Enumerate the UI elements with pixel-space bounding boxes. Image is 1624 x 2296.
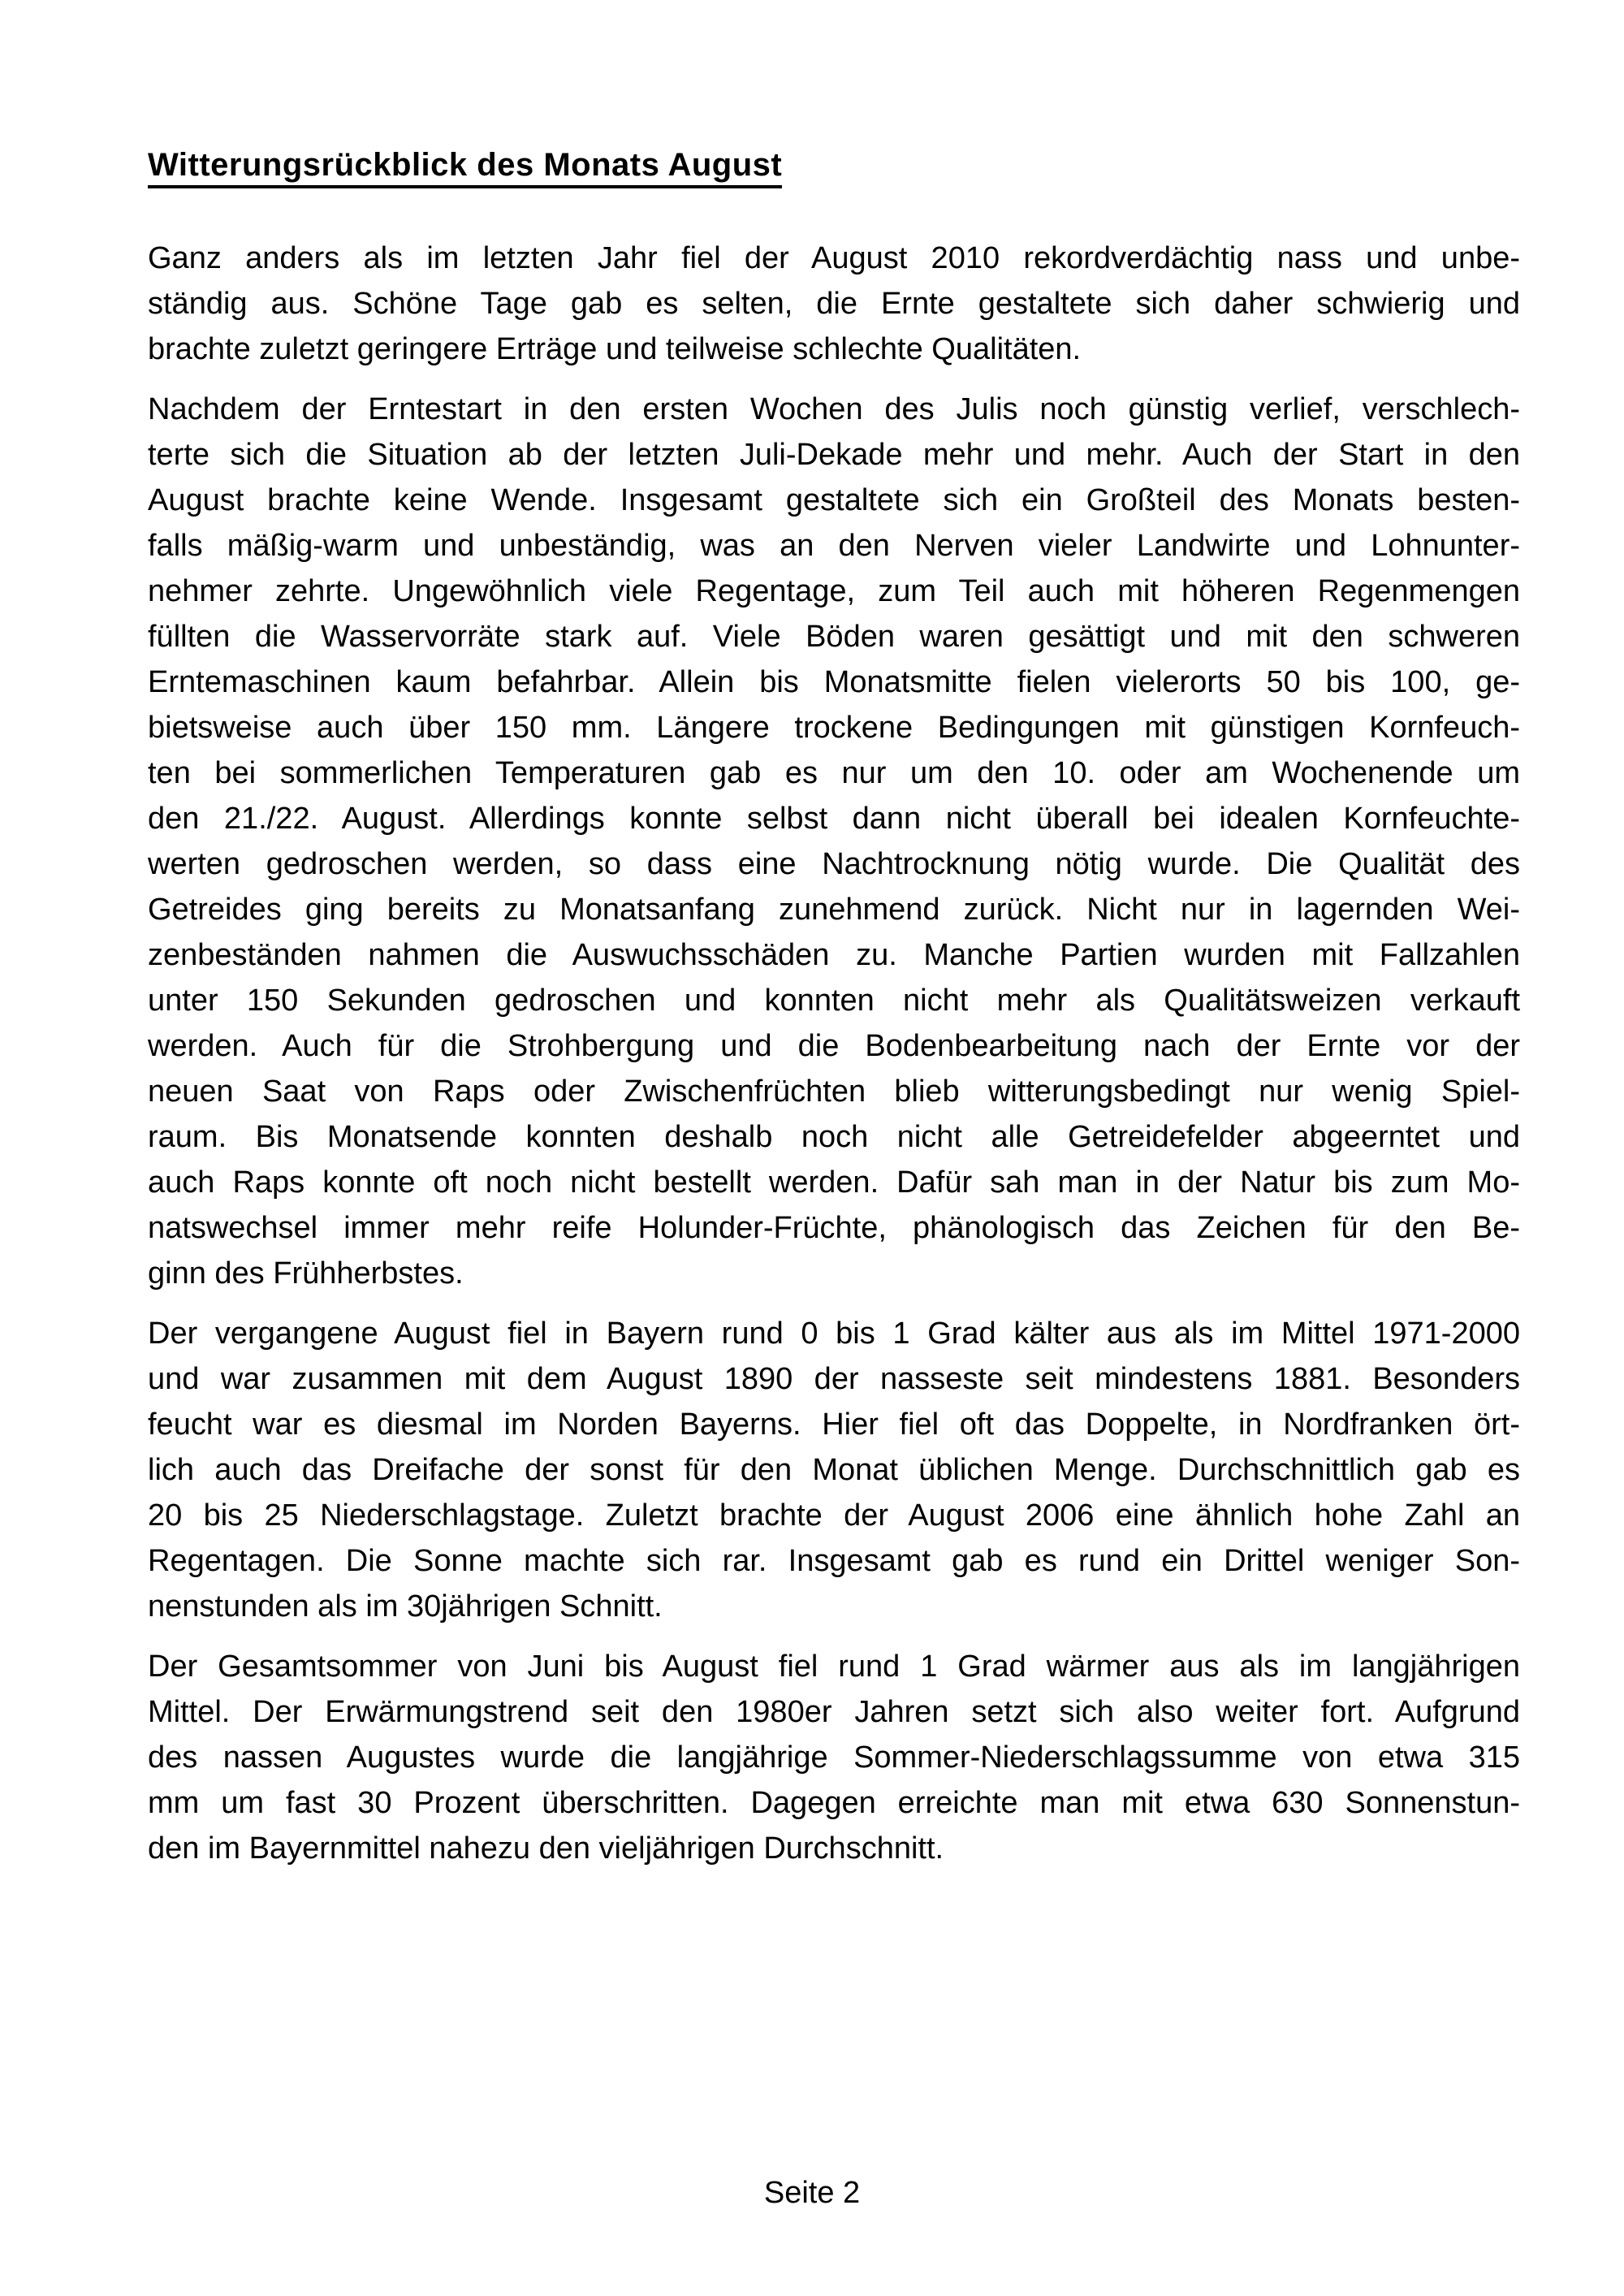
text-line: werten gedroschen werden, so dass eine Nachtrocknung nötig wurde. Die Qualität des [148,847,1520,881]
document-body [148,236,1520,1871]
text-line: 20 bis 25 Niederschlagstage. Zuletzt brachte der August 2006 eine ähnlich hohe Zahl an [148,1498,1520,1533]
page-footer: Seite 2 [763,2176,861,2210]
text-line: nenstunden als im 30jährigen Schnitt. [148,1589,663,1624]
text-line: ständig aus. Schöne Tage gab es selten, die Ernte gestaltete sich daher schwierig und [148,287,1520,321]
text-line: Regentagen. Die Sonne machte sich rar. Insgesamt gab es rund ein Drittel weniger Son- [148,1544,1520,1578]
text-line: natswechsel immer mehr reife Holunder-Früchte, phänologisch das Zeichen für den Be- [148,1211,1520,1245]
text-line: mm um fast 30 Prozent überschritten. Dagegen erreichte man mit etwa 630 Sonnenstun- [148,1786,1520,1820]
text-line: neuen Saat von Raps oder Zwischenfrüchten blieb witterungsbedingt nur wenig Spiel- [148,1074,1520,1109]
text-line: den 21./22. August. Allerdings konnte selbst dann nicht überall bei idealen Kornfeuchte- [148,802,1520,836]
text-line: Erntemaschinen kaum befahrbar. Allein bis Monatsmitte fielen vielerorts 50 bis 100, ge- [148,665,1520,699]
text-line: werden. Auch für die Strohbergung und die Bodenbearbeitung nach der Ernte vor der [148,1029,1520,1063]
text-line: ten bei sommerlichen Temperaturen gab es nur um den 10. oder am Wochenende um [148,756,1520,790]
paragraph [148,1311,1520,1629]
text-line: terte sich die Situation ab der letzten Juli-Dekade mehr und mehr. Auch der Start in den [148,438,1520,472]
text-line: feucht war es diesmal im Norden Bayerns. Hier fiel oft das Doppelte, in Nordfranken ört- [148,1407,1520,1442]
text-line: Mittel. Der Erwärmungstrend seit den 1980er Jahren setzt sich also weiter fort. Aufgrund [148,1695,1520,1729]
text-line: bietsweise auch über 150 mm. Längere trockene Bedingungen mit günstigen Kornfeuch- [148,711,1520,745]
text-line: und war zusammen mit dem August 1890 der nasseste seit mindestens 1881. Besonders [148,1362,1520,1396]
text-line: füllten die Wasservorräte stark auf. Viele Böden waren gesättigt und mit den schweren [148,620,1520,654]
text-line: des nassen Augustes wurde die langjährige Sommer-Niederschlagssumme von etwa 315 [148,1740,1520,1775]
paragraph [148,387,1520,1296]
text-line: August brachte keine Wende. Insgesamt gestaltete sich ein Großteil des Monats besten- [148,483,1520,517]
text-line: raum. Bis Monatsende konnten deshalb noch nicht alle Getreidefelder abgeerntet und [148,1120,1520,1154]
page-title-text: Witterungsrückblick des Monats August [148,147,782,188]
paragraph [148,1644,1520,1871]
text-line: auch Raps konnte oft noch nicht bestellt werden. Dafür sah man in der Natur bis zum Mo- [148,1165,1520,1200]
page-title [148,146,1520,184]
text-line: nehmer zehrte. Ungewöhnlich viele Regentage, zum Teil auch mit höheren Regenmengen [148,574,1520,608]
text-line: Getreides ging bereits zu Monatsanfang zunehmend zurück. Nicht nur in lagernden Wei- [148,893,1520,927]
text-line: ginn des Frühherbstes. [148,1256,464,1291]
text-line: Nachdem der Erntestart in den ersten Wochen des Julis noch günstig verlief, verschlech- [148,392,1520,426]
text-line: Der vergangene August fiel in Bayern rund 0 bis 1 Grad kälter aus als im Mittel 1971-2000 [148,1317,1520,1351]
text-line: Der Gesamtsommer von Juni bis August fiel rund 1 Grad wärmer aus als im langjährigen [148,1650,1520,1684]
text-line: brachte zuletzt geringere Erträge und teilweise schlechte Qualitäten. [148,332,1082,366]
text-line: zenbeständen nahmen die Auswuchsschäden zu. Manche Partien wurden mit Fallzahlen [148,938,1520,972]
text-line: unter 150 Sekunden gedroschen und konnten nicht mehr als Qualitätsweizen verkauft [148,984,1520,1018]
text-line: lich auch das Dreifache der sonst für den Monat üblichen Menge. Durchschnittlich gab es [148,1453,1520,1487]
text-line: falls mäßig-warm und unbeständig, was an den Nerven vieler Landwirte und Lohnunter- [148,529,1520,563]
text-line: Ganz anders als im letzten Jahr fiel der August 2010 rekordverdächtig nass und unbe- [148,241,1520,275]
text-line: den im Bayernmittel nahezu den vieljährigen Durchschnitt. [148,1831,944,1866]
paragraph [148,236,1520,372]
